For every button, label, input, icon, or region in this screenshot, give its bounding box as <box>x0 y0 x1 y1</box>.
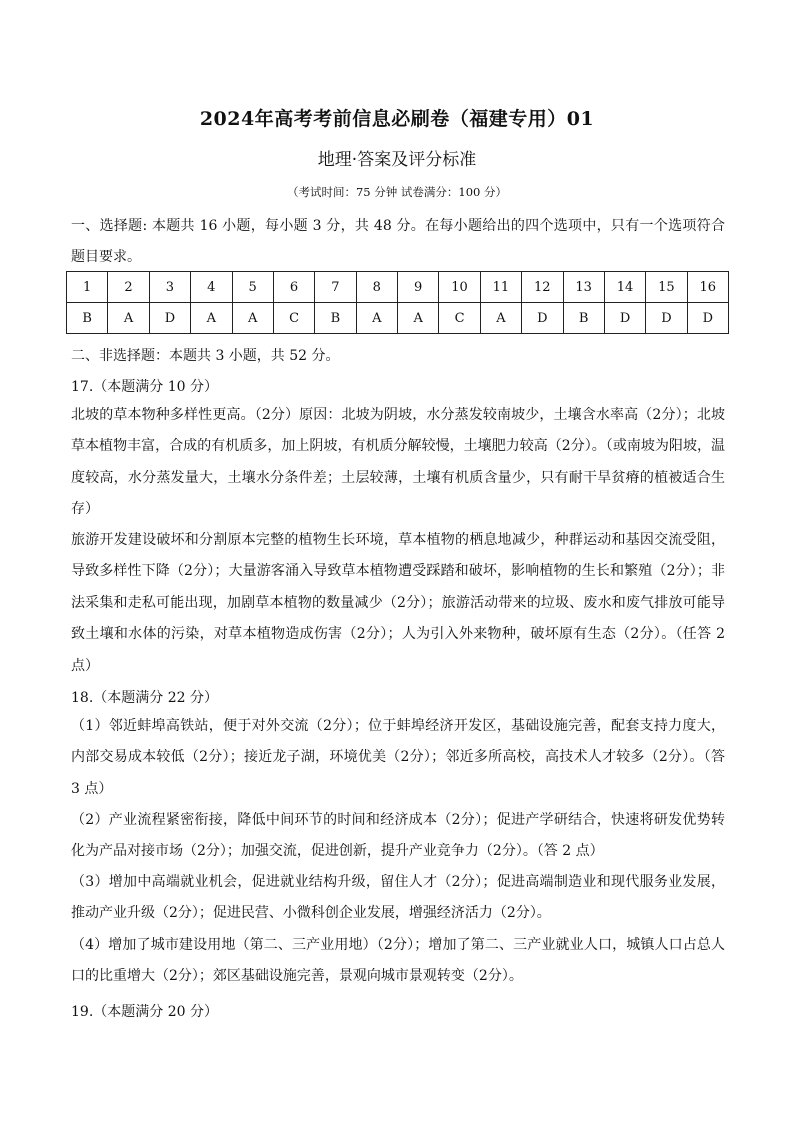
q18-answer-part3: （3）增加中高端就业机会，促进就业结构升级，留住人才（2分）；促进高端制造业和现代服务业发展，推动产业升级（2分）；促进民营、小微科创企业发展，增强经济活力（2分）。 <box>71 874 725 922</box>
q19-header: 19.（本题满分 20 分） <box>71 1004 218 1020</box>
q18-answer-part4: （4）增加了城市建设用地（第二、三产业用地）（2分）；增加了第二、三产业就业人口，城镇人口占总人口的比重增大（2分）；郊区基础设施完善，景观向城市景观转变（2分）。 <box>71 937 725 985</box>
answer-table-answer-row <box>67 303 729 334</box>
question-number-cell: 2 <box>108 272 149 303</box>
answer-cell: A <box>191 303 232 334</box>
answer-cell: B <box>315 303 356 334</box>
q17-answer-part1: 北坡的草本物种多样性更高。（2分）原因：北坡为阴坡，水分蒸发较南坡少，土壤含水率高（2分）；北坡草本植物丰富，合成的有机质多，加上阴坡，有机质分解较慢，土壤肥力较高（2分）。（或南坡为阳坡，温度较高，水分蒸发量大，土壤水分条件差；土层较薄，土壤有机质含量少，只有耐干旱贫瘠的植被适合生存） <box>71 407 725 518</box>
q17-answer-part2: 旅游开发建设破坏和分割原本完整的植物生长环境，草本植物的栖息地减少，种群运动和基因交流受阻，导致多样性下降（2分）；大量游客涌入导致草本植物遭受踩踏和破坏，影响植物的生长和繁殖（2分）；非法采集和走私可能出现，加剧草本植物的数量减少（2分）；旅游活动带来的垃圾、废水和废气排放可能导致土壤和水体的污染，对草本植物造成伤害（2分）；人为引入外来物种，破坏原有生态（2分）。（任答 2 点） <box>71 532 725 674</box>
answer-cell: C <box>439 303 480 334</box>
question-number-cell: 8 <box>356 272 397 303</box>
answer-table-number-row <box>67 272 729 303</box>
answer-cell: D <box>149 303 190 334</box>
question-number-cell: 5 <box>232 272 273 303</box>
answer-cell: D <box>604 303 645 334</box>
q18-header: 18.（本题满分 22 分） <box>71 690 218 706</box>
answer-cell: A <box>356 303 397 334</box>
question-number-cell: 4 <box>191 272 232 303</box>
answer-cell: B <box>563 303 604 334</box>
answer-cell: A <box>232 303 273 334</box>
question-number-cell: 16 <box>687 272 728 303</box>
answer-cell: D <box>522 303 563 334</box>
question-number-cell: 6 <box>273 272 314 303</box>
answer-cell: C <box>273 303 314 334</box>
answer-cell: D <box>687 303 728 334</box>
question-number-cell: 11 <box>480 272 521 303</box>
answer-cell: A <box>108 303 149 334</box>
q18-answer-part2: （2）产业流程紧密衔接，降低中间环节的时间和经济成本（2分）；促进产学研结合，快速将研发优势转化为产品对接市场（2分）；加强交流，促进创新，提升产业竞争力（2分）。（答 2 点） <box>71 812 725 860</box>
question-number-cell: 14 <box>604 272 645 303</box>
page-subtitle: 地理·答案及评分标准 <box>317 150 477 170</box>
question-number-cell: 15 <box>646 272 687 303</box>
question-number-cell: 12 <box>522 272 563 303</box>
question-number-cell: 3 <box>149 272 190 303</box>
section2-intro: 二、非选择题：本题共 3 小题，共 52 分。 <box>71 348 340 364</box>
answer-cell: A <box>480 303 521 334</box>
question-number-cell: 13 <box>563 272 604 303</box>
question-number-cell: 1 <box>67 272 108 303</box>
answer-cell: A <box>398 303 439 334</box>
answer-cell: B <box>67 303 108 334</box>
exam-meta: （考试时间：75 分钟 试卷满分：100 分） <box>286 185 508 199</box>
question-number-cell: 9 <box>398 272 439 303</box>
q17-header: 17.（本题满分 10 分） <box>71 379 218 395</box>
question-number-cell: 7 <box>315 272 356 303</box>
answer-table <box>66 271 729 334</box>
section1-intro: 一、选择题: 本题共 16 小题，每小题 3 分，共 48 分。在每小题给出的四个选项中，只有一个选项符合题目要求。 <box>71 218 725 266</box>
question-number-cell: 10 <box>439 272 480 303</box>
answer-cell: D <box>646 303 687 334</box>
q18-answer-part1: （1）邻近蚌埠高铁站，便于对外交流（2分）；位于蚌埠经济开发区，基础设施完善，配套支持力度大，内部交易成本较低（2分）；接近龙子湖，环境优美（2分）；邻近多所高校，高技术人才较多（2分）。（答 3 点） <box>71 718 725 797</box>
page-title: 2024年高考考前信息必刷卷（福建专用）01 <box>199 108 595 130</box>
